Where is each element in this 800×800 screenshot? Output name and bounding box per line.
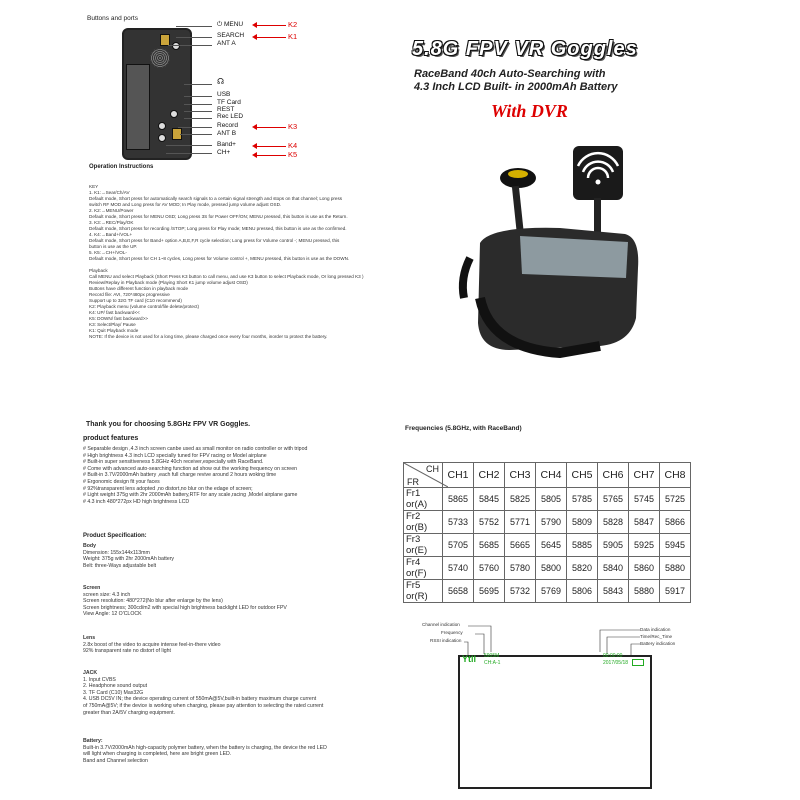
table-cell: 5740 xyxy=(443,557,474,580)
port-label-tf-card: TF Card xyxy=(217,99,241,106)
operation-line: Call MENU and select Playback (Short Press K3 button to call menu, and use K3 button to select Playback mode, Or long pressed K3 ) xyxy=(89,274,364,279)
osd-label-time: Time/Rec_Time xyxy=(640,634,673,639)
speaker-grille-icon xyxy=(150,48,170,68)
product-subtitle-2: 4.3 Inch LCD Built- in 2000mAh Battery xyxy=(414,81,618,93)
operation-line: switch RF MOD and Long press for AV MOD; In Play mode, pressed jump volume adjust OSD. xyxy=(89,202,282,207)
operation-instructions xyxy=(89,184,389,340)
table-row xyxy=(404,557,691,580)
table-cell: 5769 xyxy=(536,580,567,603)
spec-line: Band and Channel selection xyxy=(83,757,148,764)
spec-screen xyxy=(83,585,383,618)
table-cell: 5825 xyxy=(505,488,536,511)
spec-line: will light when charging is completed, here are bright green LED. xyxy=(83,751,232,758)
table-cell: 5645 xyxy=(536,534,567,557)
k2-label: K2 xyxy=(288,20,298,29)
spec-jack xyxy=(83,670,393,716)
table-cell: 5860 xyxy=(629,557,660,580)
operation-line: Review/Replay in Playback mode (Playing Short K1 jump volume adjust OSD) xyxy=(89,280,248,285)
operation-line: Default mode, Short press for automatically search signals to a certain signal strength and stops on that channel; Long press xyxy=(89,196,343,201)
table-cell: 5847 xyxy=(629,511,660,534)
operation-line: Record file: AVI, 720*480px progressive xyxy=(89,292,170,297)
operation-line: Default mode, Short press for recording /STOP; Long press for Play mode; MENU pressed, this button is use as the confirmed. xyxy=(89,226,347,231)
operation-title: Operation Instructions xyxy=(89,164,154,170)
table-cell: 5725 xyxy=(660,488,691,511)
operation-line: Support up to 32G TF card (C10 recommend) xyxy=(89,298,182,303)
k4-label: K4 xyxy=(288,141,298,150)
table-cell: 5790 xyxy=(536,511,567,534)
table-cell: 5945 xyxy=(660,534,691,557)
spec-body-title: Body xyxy=(83,543,96,549)
table-cell: 5765 xyxy=(598,488,629,511)
table-row xyxy=(404,534,691,557)
table-cell: 5806 xyxy=(567,580,598,603)
spec-line: 2. Headphone sound output xyxy=(83,683,148,690)
table-cell: 5840 xyxy=(598,557,629,580)
table-cell: 5695 xyxy=(474,580,505,603)
osd-label-frequency: Frequency xyxy=(441,630,463,635)
frequency-table xyxy=(403,462,691,603)
dvr-heading: With DVR xyxy=(491,101,568,121)
feature-line: # Built-in super sensitiveness 5.8GHz 40ch receiver,especially with RaceBand. xyxy=(83,459,264,466)
row-header: Fr2 or(B) xyxy=(404,511,443,534)
feature-line: # High brightness 4.3 inch LCD specially tuned for FPV racing or Model airplane xyxy=(83,452,267,459)
osd-label-rssi: RSSI indication xyxy=(430,638,462,643)
port-label-band: Band+ xyxy=(217,141,236,148)
port-label-usb: USB xyxy=(217,91,231,98)
table-cell: 5780 xyxy=(505,557,536,580)
operation-line: Default mode, Short press for Band+ option A,B,E,F,R cycle selection; Long press for Volume control -; MENU pressed, this xyxy=(89,238,340,243)
spec-battery-title: Battery: xyxy=(83,738,103,744)
osd-date-value: 00:00:00 xyxy=(603,653,623,659)
table-cell: 5828 xyxy=(598,511,629,534)
spec-screen-title: Screen xyxy=(83,585,101,591)
spec-line: 4. USB DC5V IN; the device operating current of 550mA@5V,built-in battery maximum charge current xyxy=(83,696,317,703)
k1-arrow-icon xyxy=(252,34,257,40)
port-label-rest: REST xyxy=(217,106,235,113)
column-header: CH6 xyxy=(598,463,629,488)
operation-line: K3: Select/Play/ Pause xyxy=(89,322,136,327)
k2-arrow-icon xyxy=(252,22,257,28)
k5-label: K5 xyxy=(288,150,298,159)
table-cell: 5820 xyxy=(567,557,598,580)
k5-arrow-icon xyxy=(252,152,257,158)
corner-ch-label: CH xyxy=(426,464,439,474)
feature-line: # 4.3 inch 480*272px HD high brightness LCD xyxy=(83,498,190,505)
goggles-product-image xyxy=(450,138,650,388)
spec-jack-title: JACK xyxy=(83,670,98,676)
k3-arrow-icon xyxy=(252,124,257,130)
feature-line: # Built-in 3.7V/2000mAh battery ,each full charge revive around 2 hours woking time xyxy=(83,472,277,479)
thanks-line: Thank you for choosing 5.8GHz FPV VR Goggles. xyxy=(86,421,251,428)
column-header: CH2 xyxy=(474,463,505,488)
table-cell: 5805 xyxy=(536,488,567,511)
port-label-ch: CH+ xyxy=(217,149,231,156)
operation-line: 3. K3:→REC/Play/OK xyxy=(89,220,134,225)
spec-line: 92% transparent rate no distort of light xyxy=(83,648,171,655)
feature-line: # Ergonomic design fit your faces xyxy=(83,478,160,485)
table-cell: 5880 xyxy=(629,580,660,603)
band-button-icon xyxy=(158,122,166,130)
table-cell: 5760 xyxy=(474,557,505,580)
spec-line: Built-in 3.7V/2000mAh high-capacity polymer battery, when the battery is charging, the device the red LED xyxy=(83,744,327,751)
table-header-row xyxy=(404,463,691,488)
table-cell: 5733 xyxy=(443,511,474,534)
operation-line: K1: Quit Playback mode xyxy=(89,328,139,333)
row-header: Fr4 or(F) xyxy=(404,557,443,580)
row-header: Fr3 or(E) xyxy=(404,534,443,557)
menu-button-icon xyxy=(172,42,180,50)
table-corner-cell xyxy=(404,463,443,488)
column-header: CH4 xyxy=(536,463,567,488)
port-label-search: SEARCH xyxy=(217,32,245,39)
features-list xyxy=(83,446,383,505)
table-cell: 5925 xyxy=(629,534,660,557)
table-cell: 5885 xyxy=(567,534,598,557)
spec-line: Dimension: 155x144x113mm xyxy=(83,549,150,556)
spec-body xyxy=(83,543,383,569)
osd-rssi-bars-icon: Ytll xyxy=(462,654,477,664)
features-title: product features xyxy=(83,435,139,442)
headphone-icon: ☊ xyxy=(217,77,225,86)
spec-line: Screen resolution: 480*272(No blur after enlarge by the lens) xyxy=(83,598,223,605)
port-label-ant-a: ANT A xyxy=(217,40,236,47)
feature-line: # Come with advanced auto-searching function ad show out the working frequency on screen xyxy=(83,465,297,472)
spec-line: of 750mA@5V; if the device is working when charging, please pay attention to selecting the rated current xyxy=(83,702,324,709)
table-cell: 5865 xyxy=(443,488,474,511)
operation-line: button is use as the UP. xyxy=(89,244,138,249)
spec-line: Weight: 375g with 2hr 2000mAh battery xyxy=(83,556,175,563)
table-cell: 5843 xyxy=(598,580,629,603)
operation-line: Buttons have different function in playback mode xyxy=(89,286,188,291)
record-button-icon xyxy=(170,110,178,118)
ch-button-icon xyxy=(158,134,166,142)
osd-label-channel: Channel indication xyxy=(422,622,460,627)
k1-label: K1 xyxy=(288,32,298,41)
osd-channel-value: CH:A-1 xyxy=(484,660,501,666)
table-cell: 5771 xyxy=(505,511,536,534)
port-label-rec-led: Rec LED xyxy=(217,113,244,120)
table-row xyxy=(404,511,691,534)
table-cell: 5845 xyxy=(474,488,505,511)
operation-line: 1. K1:→Sear/Ch/AV xyxy=(89,190,130,195)
buttons-ports-title: Buttons and ports xyxy=(87,15,138,22)
port-label-ant-b: ANT B xyxy=(217,130,237,137)
osd-time-value: 2017/05/18 xyxy=(603,660,629,666)
table-cell: 5658 xyxy=(443,580,474,603)
operation-line: Playback xyxy=(89,268,108,273)
operation-line: Default mode, Short press for MENU OSD; Long press 3S for Power OFF/ON; MENU pressed, this button is use as the Return. xyxy=(89,214,348,219)
osd-battery-icon xyxy=(632,659,644,666)
column-header: CH7 xyxy=(629,463,660,488)
table-row xyxy=(404,580,691,603)
row-header: Fr1 or(A) xyxy=(404,488,443,511)
spec-line: 1. Input CVBS xyxy=(83,676,116,683)
column-header: CH8 xyxy=(660,463,691,488)
operation-line: K2: Playback menu (volume control/file delete/protect) xyxy=(89,304,200,309)
spec-line: View Angle: 12 O'CLOCK xyxy=(83,611,142,618)
table-cell: 5905 xyxy=(598,534,629,557)
table-cell: 5705 xyxy=(443,534,474,557)
operation-line: 5. K5:→CH+/VOL- xyxy=(89,250,127,255)
feature-line: # Light weight 375g with 2hr 2000mAh battery,RTF for any scale,racing ,Model airplane game xyxy=(83,492,298,499)
table-cell: 5880 xyxy=(660,557,691,580)
feature-line: # Separable design ,4.3 inch screen canbe used as small monitor on radio controller or with tripod xyxy=(83,446,308,452)
spec-line: 3. TF Card (C10) Max32G xyxy=(83,689,144,696)
operation-line: K5: DOWN/ fast backward>> xyxy=(89,316,148,321)
osd-label-data: Data indication xyxy=(640,627,671,632)
operation-line: KEY xyxy=(89,184,99,189)
spec-line: 2.8x boost of the video to acquire intense feel-in-there video xyxy=(83,641,221,648)
table-cell: 5800 xyxy=(536,557,567,580)
table-cell: 5665 xyxy=(505,534,536,557)
spec-lens-title: Lens xyxy=(83,635,96,641)
osd-frequency-value: 5905M xyxy=(484,653,500,659)
column-header: CH5 xyxy=(567,463,598,488)
table-cell: 5785 xyxy=(567,488,598,511)
operation-line: Default mode, Short press for CH 1~8 cycles, Long press for Volume control +, MENU pressed, this button is use as the DOWN. xyxy=(89,256,350,261)
table-cell: 5917 xyxy=(660,580,691,603)
table-cell: 5745 xyxy=(629,488,660,511)
corner-fr-label: FR xyxy=(407,477,419,487)
table-cell: 5732 xyxy=(505,580,536,603)
table-cell: 5809 xyxy=(567,511,598,534)
k3-label: K3 xyxy=(288,122,298,131)
spec-line: greater than 2A/5V charging equipment. xyxy=(83,709,175,716)
operation-line: 4. K4:→Band+/VOL+ xyxy=(89,232,133,237)
operation-line: K4: UP/ fast backward<< xyxy=(89,310,140,315)
spec-line: screen size: 4.3 inch xyxy=(83,591,131,598)
operation-line: NOTE: If the device is not used for a long time, please charged once every four months, inorder to protect the battery. xyxy=(89,334,328,339)
row-header: Fr5 or(R) xyxy=(404,580,443,603)
product-subtitle-1: RaceBand 40ch Auto-Searching with xyxy=(414,68,606,80)
osd-label-battery: Battery indication xyxy=(640,641,676,646)
device-screen xyxy=(126,64,150,150)
port-label-record: Record xyxy=(217,122,238,129)
spec-line: Screen brightness; 300cd/m2 with special high brightness backlight LED for outdoor FPV xyxy=(83,604,287,611)
frequencies-title: Frequencies (5.8GHz, with RaceBand) xyxy=(405,425,522,432)
table-row xyxy=(404,488,691,511)
product-title: 5.8G FPV VR Goggles xyxy=(412,38,638,60)
port-label-menu: ⏻ MENU xyxy=(217,21,244,28)
feature-line: # 92%transparent lens adopted ,no distort,no blur on the edage of screen; xyxy=(83,485,253,492)
column-header: CH3 xyxy=(505,463,536,488)
spec-battery xyxy=(83,738,403,764)
operation-line: 2. K2:→MENU/Power xyxy=(89,208,134,213)
spec-lens xyxy=(83,635,383,655)
table-cell: 5752 xyxy=(474,511,505,534)
table-cell: 5866 xyxy=(660,511,691,534)
osd-screen-frame xyxy=(458,655,652,789)
table-cell: 5685 xyxy=(474,534,505,557)
power-icon: ⏻ xyxy=(217,21,224,28)
spec-title: Product Specification: xyxy=(83,533,147,539)
k4-arrow-icon xyxy=(252,143,257,149)
spec-line: Belt: three-Ways adjustable belt xyxy=(83,562,157,569)
column-header: CH1 xyxy=(443,463,474,488)
